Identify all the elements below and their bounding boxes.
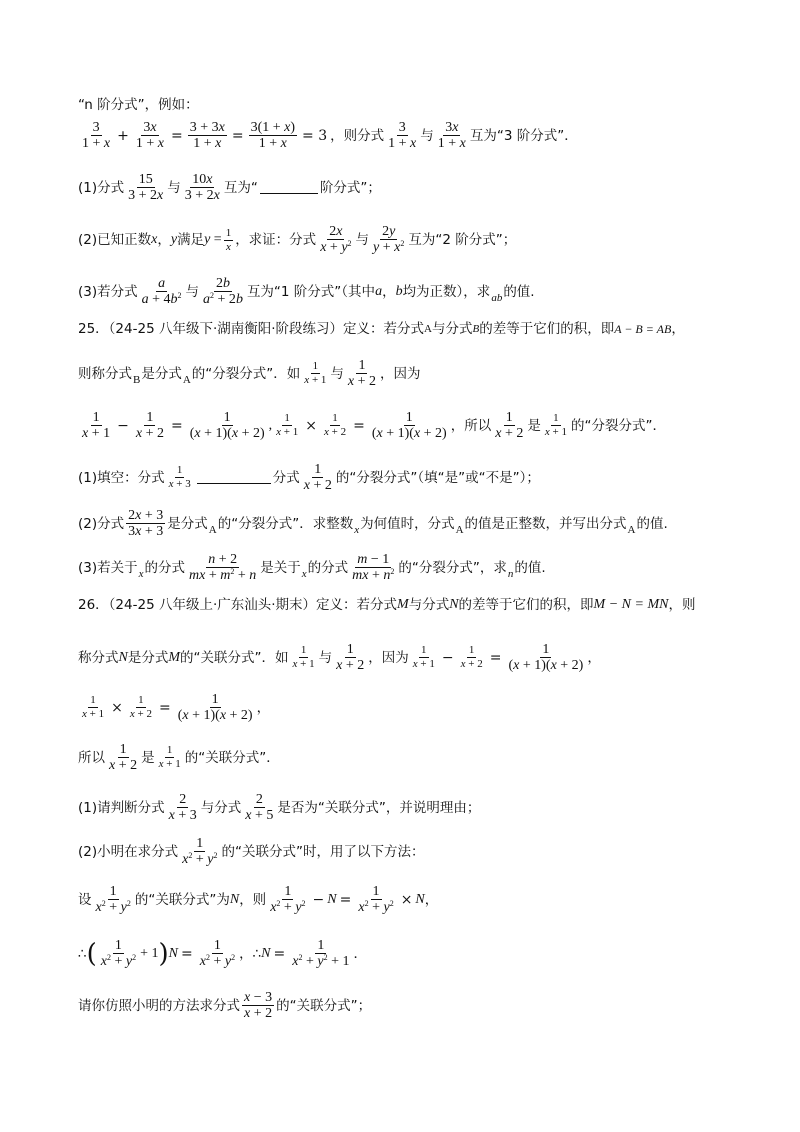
question-2: (2)已知正数 x ， y 满足 y = $\frac{1}{x}$ ，求证：分式 $\frac{2x}{x + y^2}$ 与 $\frac{2y}{y + x^2}$ 互为“2 阶分式”； [78,224,517,255]
q2-satisfy: 满足 [177,232,205,248]
text-tail: 互为“3 阶分式”． [469,127,578,144]
p25-so: ，所以 [450,417,492,434]
problem-26-step2: ∴ ( $\frac{1}{x^2 + y^2}$ + 1 ) N = $\frac{1}{x^2 + y^2}$ ，∴ N = $\frac{1}{x^2 + y^2 + 1}$ ． [78,938,367,969]
p25q3-about: 是关于 [260,560,301,576]
p25q3-frac: 的分式 [144,560,186,576]
p26q1-tail: 是否为“关联分式”，并说明理由； [277,799,481,816]
p25-is2: 是 [527,417,541,434]
p26q1-with: 与分式 [200,799,242,816]
therefore-2: ，∴ [239,946,262,962]
p26-def: 称分式 [78,649,119,666]
problem-25-def: 则称分式 B 是分式 A 的“分裂分式”．如 $\frac{1}{x + 1}$ 与 $\frac{1}{x + 2}$ ，因为 [78,358,421,389]
p25q2-when: 为何值时，分式 [360,515,455,532]
problem-26-q3: 请你仿照小明的方法求分式 $\frac{x - 3}{x + 2}$ 的“关联分式”； [78,990,372,1021]
problem-25-q1: (1)填空：分式 $\frac{1}{x + 3}$ 分式 $\frac{1}{x + 2}$ 的“分裂分式”（填“是”或“不是”）； [78,462,540,493]
p26-intro: 26．（24-25 八年级上·广东汕头·期末）定义：若分式 [78,597,398,613]
intro-line [78,96,740,114]
p26s-let: 设 [78,892,92,908]
p25q2-value: 的值是正整数，并写出分式 [464,515,627,532]
p25q3-frac2: 的分式 [307,560,349,576]
p26s-comma: ， [424,892,439,908]
p26-comma2: ， [256,699,271,716]
problem-26-so: 所以 $\frac{1}{x + 2}$ 是 $\frac{1}{x + 1}$ 的“关联分式”． [78,742,280,773]
p25q2-find: 的“分裂分式”．求整数 [217,515,354,532]
p26-with: 与分式 [408,597,450,613]
p26-eg: 的“关联分式”．如 [180,649,289,666]
problem-26-q1: (1)请判断分式 $\frac{2}{x + 3}$ 与分式 $\frac{2}{x + 5}$ 是否为“关联分式”，并说明理由； [78,792,481,823]
p26-is2: 是 [141,749,155,766]
q3-label: (3)若分式 [78,284,138,300]
answer-blank[interactable] [260,181,318,194]
q1-text: 互为“ [223,179,258,196]
p26-is: 是分式 [127,649,169,666]
problem-26-q2: (2)小明在求分式 $\frac{1}{x^2 + y^2}$ 的“关联分式”时，用了以下方法： [78,836,425,867]
question-3: (3)若分式 $\frac{a}{a + 4b^2}$ 与 $\frac{2b}{a^2 + 2b}$ 互为“1 阶分式”（其中 a ， b 均为正数），求 ab 的值. [78,276,535,307]
p25-diff: 的差等于它们的积，即 [479,321,615,337]
q2-with: 与 [355,232,370,248]
problem-26-header: 26．（24-25 八年级上·广东汕头·期末）定义：若分式 M 与分式 N 的差等于它们的积，即 M − N = MN ，则 [78,597,696,613]
p26-with2: 与 [318,649,333,666]
question-1: (1)分式 $\frac{15}{3 + 2x}$ 与 $\frac{10x}{3 + 2x}$ 互为“ 阶分式”； [78,172,381,203]
problem-26-product: $\frac{1}{x + 1}$ × $\frac{1}{x + 2}$ = $\frac{1}{(x + 1)(x + 2)}$ ， [82,692,271,723]
p25-because: ，因为 [380,365,421,382]
p26s-related: 的“关联分式”为 [134,892,230,908]
p26-diff: 的差等于它们的积，即 [458,597,594,613]
q2-tail: 互为“2 阶分式”； [408,232,517,248]
q3-text2: 均为正数），求 [402,284,491,300]
p25-is: 是分式 [141,365,182,382]
p26u-label: 请你仿照小明的方法求分式 [78,997,240,1014]
problem-25-equation: $\frac{1}{x + 1}$ − $\frac{1}{x + 2}$ = $\frac{1}{(x + 1)(x + 2)}$ , $\frac{1}{x + 1}$ × $\frac{1}{x + 2}$ = $\frac{1}{(x + 1)(x + 2)}$ ，所以 $\frac{1}{x + 2}$ 是 $\frac{1}{x + 1}$ 的“分裂分式”． [82,410,666,441]
p25q3-tail: 的值. [514,560,546,576]
intro-text: “n 阶分式”，例如： [78,97,199,113]
q2-comma: ， [157,232,171,248]
p26q1-label: (1)请判断分式 [78,799,165,816]
p26-because: ，因为 [368,649,409,666]
q3-tail: 的值. [503,284,535,300]
p25q2-tail: 的值. [636,515,668,532]
p25-eg: 的“分裂分式”．如 [191,365,301,382]
p25-def: 则称分式 [78,365,132,382]
p26q2-label: (2)小明在求分式 [78,844,179,860]
q3-with: 与 [185,284,200,300]
p25q2-is: 是分式 [167,515,208,532]
p26-related: 的“关联分式”． [184,749,280,766]
p26u-tail: 的“关联分式”； [276,997,372,1014]
period: ． [353,946,367,962]
p26-so: 所以 [78,749,105,766]
text-with: 与 [420,127,434,144]
p25-with: 与分式 [431,321,473,337]
problem-26-def: 称分式 N 是分式 M 的“关联分式”．如 $\frac{1}{x + 1}$ 与 $\frac{1}{x + 2}$ ，因为 $\frac{1}{x + 1}$ − $\frac{1}{x + 2}$ = $\frac{1}{(x + 1)(x + 2)}$ ， [78,642,601,673]
example-text: ，则分式 [330,127,385,144]
q2-label: (2)已知正数 [78,232,152,248]
q2-prove: ，求证：分式 [235,232,317,248]
p25q1-tail: 的“分裂分式”（填“是”或“不是”）； [335,469,540,486]
q3-comma: ， [382,284,396,300]
problem-25-q3: (3)若关于 x 的分式 $\frac{n + 2}{mx + m^2 + n}$ 是关于 x 的分式 $\frac{m - 1}{mx + n^2}$ 的“分裂分式”，求 n 的值. [78,552,546,583]
therefore-symbol: ∴ [78,946,87,962]
p25q3-split: 的“分裂分式”，求 [398,560,507,576]
problem-25-q2: (2)分式 $\frac{2x + 3}{3x + 3}$ 是分式 A 的“分裂分式”．求整数 x 为何值时，分式 A 的值是正整数，并写出分式 A 的值. [78,508,668,539]
q1-with: 与 [167,179,181,196]
p25q1-label: (1)填空：分式 [78,469,165,486]
q3-text: 互为“1 阶分式”（其中 [246,284,376,300]
problem-26-step1: 设 $\frac{1}{x^2 + y^2}$ 的“关联分式”为 N ，则 $\frac{1}{x^2 + y^2}$ − N = $\frac{1}{x^2 + y^2}$ × N ， [78,884,439,915]
fill-blank[interactable] [197,471,271,484]
q1-label: (1)分式 [78,179,125,196]
p25q3-label: (3)若关于 [78,560,138,576]
p26q2-tail: 的“关联分式”时，用了以下方法： [221,844,425,860]
p26-comma: ， [587,649,601,666]
p25-split: 的“分裂分式”． [570,417,666,434]
q1-tail: 阶分式”； [319,179,381,196]
p26-then: ，则 [668,597,696,613]
example-equation: $\frac{3}{1 + x}$ + $\frac{3x}{1 + x}$ = $\frac{3 + 3x}{1 + x}$ = $\frac{3(1 + x)}{1 + x}$ = 3 ，则分式 $\frac{3}{1 + x}$ 与 $\frac{3x}{1 + x}$ 互为“3 阶分式”． [82,120,578,151]
p26s-then: ，则 [239,892,267,908]
p25q1-frac: 分式 [272,469,300,486]
problem-25-header: 25．（24-25 八年级下·湖南衡阳·阶段练习）定义：若分式 A 与分式 B 的差等于它们的积，即 A − B = AB ， [78,321,685,337]
p25q2-label: (2)分式 [78,515,125,532]
p25-intro: 25．（24-25 八年级下·湖南衡阳·阶段练习）定义：若分式 [78,321,425,337]
p25-with2: 与 [330,365,344,382]
